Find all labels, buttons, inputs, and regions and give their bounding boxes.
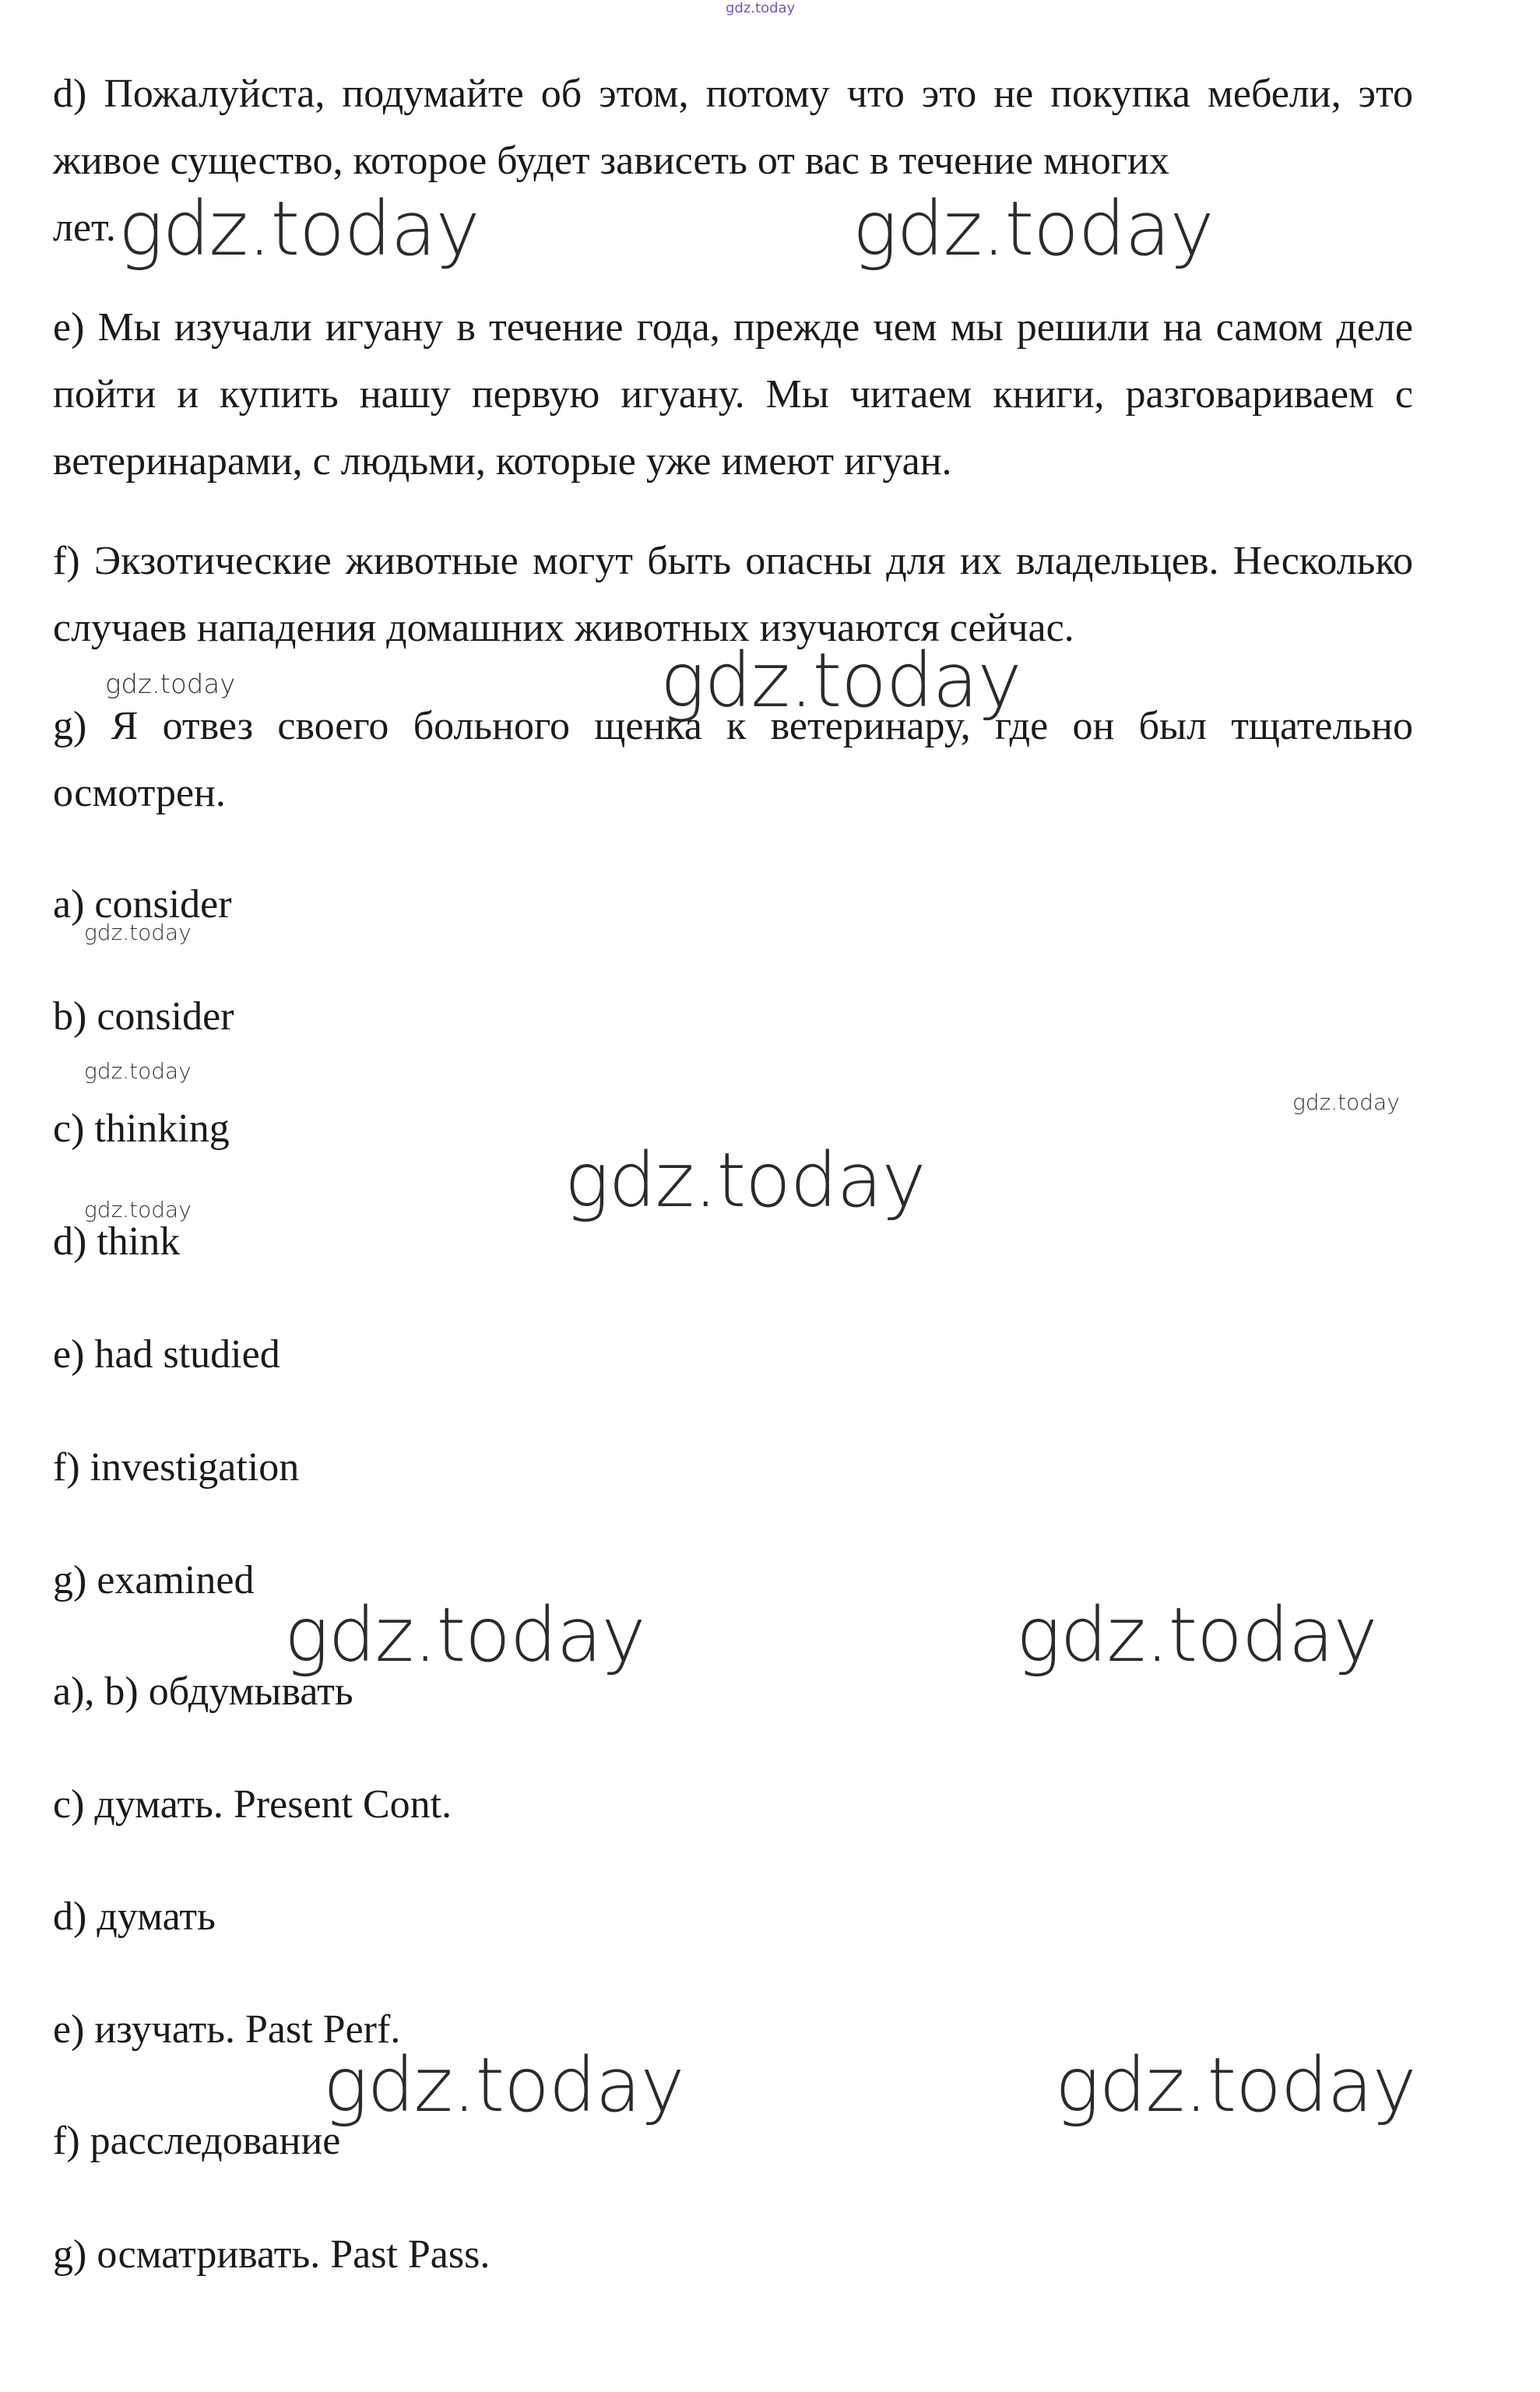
watermark-large: gdz.today [284,1592,645,1679]
watermark-large: gdz.today [564,1137,926,1224]
paragraph-d-tail: лет. [53,206,116,250]
watermark-small: gdz.today [1292,1089,1400,1115]
answer-item-g: g) examined [53,1558,255,1602]
watermark-large: gdz.today [660,637,1021,724]
translation-item-c: c) думать. Present Cont. [53,1782,452,1827]
paragraph-d: d) Пожалуйста, подумайте об этом, потому что это не покупка мебели, это живое существо, которое будет зависеть от вас в течение многих [53,72,1413,183]
watermark-small: gdz.today [84,920,192,945]
watermark-small: gdz.today [105,669,236,700]
translation-item-f: f) расследование [53,2119,341,2163]
translation-item-d: d) думать [53,1894,216,1939]
watermark-small: gdz.today [84,1058,192,1084]
paragraph-e: e) Мы изучали игуану в течение года, прежде чем мы решили на самом деле пойти и купить нашу первую игуану. Мы читаем книги, разговариваем с ветеринарами, с людьми, которые уже имеют игуан. [53,305,1413,484]
header-watermark: gdz.today [726,0,796,16]
answer-item-d: d) think [53,1219,181,1264]
answer-item-f: f) investigation [53,1445,300,1490]
paragraph-f: f) Экзотические животные могут быть опасны для их владельцев. Несколько случаев нападения домашних животных изучаются сейчас. [53,539,1413,650]
watermark-large: gdz.today [118,185,480,273]
watermark-large: gdz.today [853,185,1214,273]
paragraph-g: g) Я отвез своего больного щенка к ветеринару, где он был тщательно осмотрен. [53,704,1413,815]
watermark-large: gdz.today [1055,2042,1416,2129]
answer-item-e: e) had studied [53,1332,280,1377]
translation-item-ab: a), b) обдумывать [53,1669,353,1714]
watermark-large: gdz.today [1016,1592,1377,1679]
answer-item-b: b) consider [53,994,234,1039]
answer-item-a: a) consider [53,882,232,927]
translation-item-e: e) изучать. Past Perf. [53,2007,401,2052]
paragraph-d-tail-line [53,195,116,280]
translation-item-g: g) осматривать. Past Pass. [53,2232,490,2277]
watermark-small: gdz.today [84,1197,192,1222]
watermark-large: gdz.today [323,2042,684,2129]
answer-item-c: c) thinking [53,1106,230,1151]
